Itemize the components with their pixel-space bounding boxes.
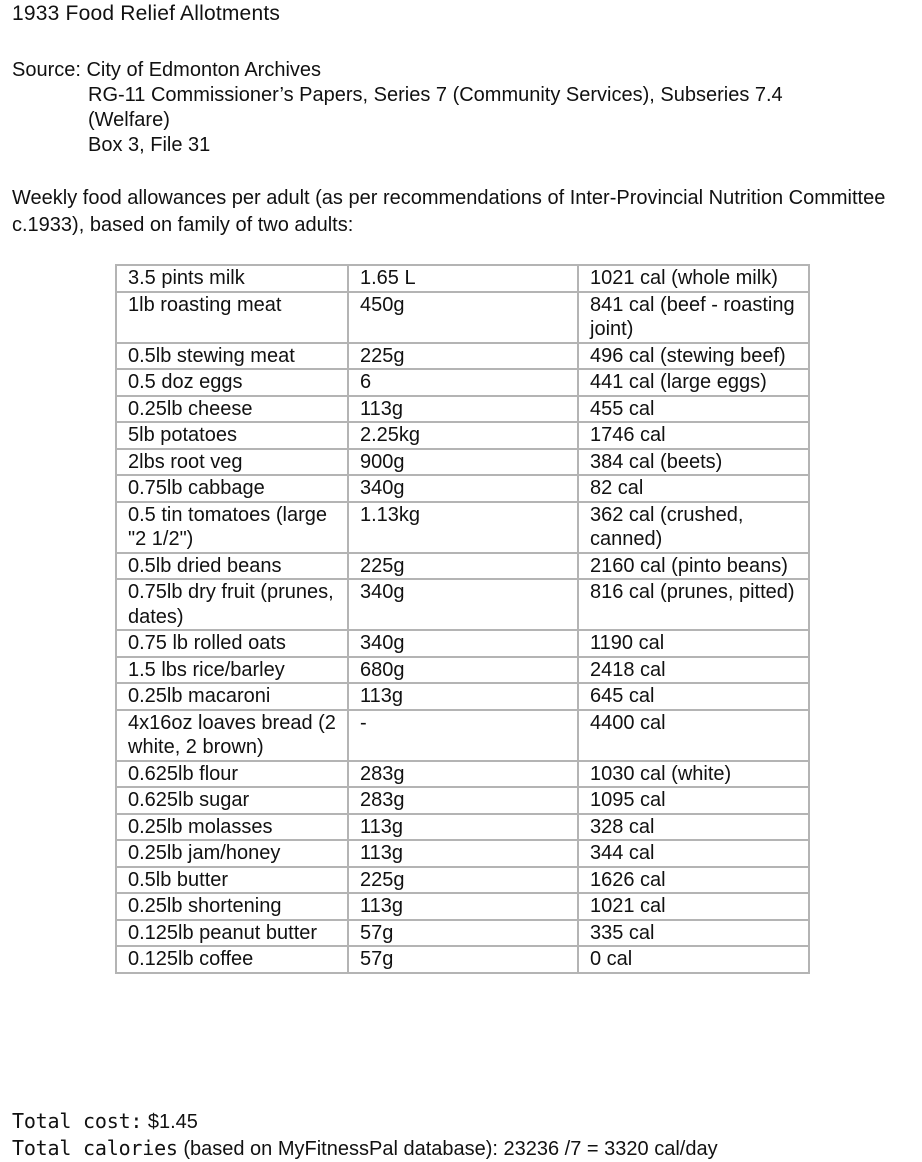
table-cell-metric: 113g bbox=[348, 683, 578, 710]
source-citation bbox=[12, 58, 848, 158]
table-cell-calories: 1095 cal bbox=[578, 787, 809, 814]
table-cell-calories: 496 cal (stewing beef) bbox=[578, 343, 809, 370]
table-row bbox=[116, 761, 809, 788]
intro-paragraph: Weekly food allowances per adult (as per recommendations of Inter-Provincial Nutrition Committee c.1933), based on family of two adults: bbox=[12, 187, 886, 236]
table-row bbox=[116, 396, 809, 423]
table-cell-calories: 1190 cal bbox=[578, 630, 809, 657]
table-cell-metric: 340g bbox=[348, 630, 578, 657]
table-row bbox=[116, 840, 809, 867]
table-cell-item: 3.5 pints milk bbox=[116, 265, 348, 292]
table-cell-item: 0.75lb dry fruit (prunes, dates) bbox=[116, 579, 348, 630]
table-cell-calories: 816 cal (prunes, pitted) bbox=[578, 579, 809, 630]
table-row bbox=[116, 893, 809, 920]
table-row bbox=[116, 867, 809, 894]
total-calories-label: Total calories bbox=[12, 1136, 178, 1160]
table-row bbox=[116, 265, 809, 292]
table-cell-calories: 344 cal bbox=[578, 840, 809, 867]
table-cell-item: 0.5 doz eggs bbox=[116, 369, 348, 396]
table-row bbox=[116, 422, 809, 449]
table-row bbox=[116, 630, 809, 657]
table-cell-item: 0.625lb flour bbox=[116, 761, 348, 788]
table-cell-calories: 441 cal (large eggs) bbox=[578, 369, 809, 396]
total-calories-value: (based on MyFitnessPal database): 23236 /7 = 3320 cal/day bbox=[183, 1138, 718, 1160]
table-row bbox=[116, 449, 809, 476]
table-cell-calories: 335 cal bbox=[578, 920, 809, 947]
total-cost-label: Total cost: bbox=[12, 1109, 143, 1133]
table-row bbox=[116, 920, 809, 947]
table-cell-item: 0.125lb coffee bbox=[116, 946, 348, 973]
table-row bbox=[116, 292, 809, 343]
total-cost-value: $1.45 bbox=[147, 1111, 198, 1133]
table-row bbox=[116, 553, 809, 580]
table-cell-calories: 1030 cal (white) bbox=[578, 761, 809, 788]
table-row bbox=[116, 946, 809, 973]
table-cell-metric: 283g bbox=[348, 787, 578, 814]
table-cell-item: 0.25lb molasses bbox=[116, 814, 348, 841]
table-cell-metric: 113g bbox=[348, 893, 578, 920]
table-cell-item: 4x16oz loaves bread (2 white, 2 brown) bbox=[116, 710, 348, 761]
table-row bbox=[116, 579, 809, 630]
allotment-table-body bbox=[116, 265, 809, 973]
table-cell-metric: 225g bbox=[348, 867, 578, 894]
table-cell-metric: 113g bbox=[348, 840, 578, 867]
table-cell-calories: 1021 cal (whole milk) bbox=[578, 265, 809, 292]
table-cell-calories: 1021 cal bbox=[578, 893, 809, 920]
table-cell-item: 0.25lb cheese bbox=[116, 396, 348, 423]
table-cell-calories: 455 cal bbox=[578, 396, 809, 423]
table-cell-item: 0.625lb sugar bbox=[116, 787, 348, 814]
table-cell-metric: 680g bbox=[348, 657, 578, 684]
table-cell-calories: 645 cal bbox=[578, 683, 809, 710]
table-row bbox=[116, 814, 809, 841]
source-series: RG-11 Commissioner’s Papers, Series 7 (Community Services), Subseries 7.4 (Welfare) bbox=[88, 84, 783, 131]
table-cell-metric: 340g bbox=[348, 475, 578, 502]
table-cell-metric: 283g bbox=[348, 761, 578, 788]
allotment-table bbox=[115, 264, 810, 974]
table-cell-metric: 340g bbox=[348, 579, 578, 630]
table-cell-metric: 225g bbox=[348, 553, 578, 580]
table-row bbox=[116, 369, 809, 396]
table-cell-item: 0.5lb dried beans bbox=[116, 553, 348, 580]
page-title: 1933 Food Relief Allotments bbox=[12, 2, 281, 25]
table-row bbox=[116, 502, 809, 553]
table-cell-metric: 450g bbox=[348, 292, 578, 343]
table-cell-calories: 384 cal (beets) bbox=[578, 449, 809, 476]
table-cell-metric: 113g bbox=[348, 814, 578, 841]
totals bbox=[12, 1108, 718, 1162]
table-cell-item: 1lb roasting meat bbox=[116, 292, 348, 343]
table-cell-item: 1.5 lbs rice/barley bbox=[116, 657, 348, 684]
table-cell-metric: 2.25kg bbox=[348, 422, 578, 449]
table-row bbox=[116, 683, 809, 710]
table-cell-item: 5lb potatoes bbox=[116, 422, 348, 449]
table-cell-metric: 1.65 L bbox=[348, 265, 578, 292]
table-cell-calories: 2418 cal bbox=[578, 657, 809, 684]
table-cell-calories: 82 cal bbox=[578, 475, 809, 502]
table-cell-metric: 57g bbox=[348, 946, 578, 973]
table-cell-metric: 113g bbox=[348, 396, 578, 423]
table-cell-metric: 900g bbox=[348, 449, 578, 476]
table-cell-calories: 4400 cal bbox=[578, 710, 809, 761]
table-cell-metric: 225g bbox=[348, 343, 578, 370]
table-cell-item: 2lbs root veg bbox=[116, 449, 348, 476]
source-archive: Source: City of Edmonton Archives bbox=[12, 59, 322, 81]
source-box-file: Box 3, File 31 bbox=[88, 134, 211, 156]
table-cell-calories: 1626 cal bbox=[578, 867, 809, 894]
table-cell-item: 0.25lb shortening bbox=[116, 893, 348, 920]
table-cell-metric: 57g bbox=[348, 920, 578, 947]
table-cell-calories: 841 cal (beef - roasting joint) bbox=[578, 292, 809, 343]
table-cell-item: 0.25lb macaroni bbox=[116, 683, 348, 710]
table-cell-calories: 362 cal (crushed, canned) bbox=[578, 502, 809, 553]
table-cell-metric: - bbox=[348, 710, 578, 761]
table-row bbox=[116, 343, 809, 370]
table-cell-calories: 0 cal bbox=[578, 946, 809, 973]
table-cell-item: 0.5lb butter bbox=[116, 867, 348, 894]
table-cell-item: 0.75lb cabbage bbox=[116, 475, 348, 502]
table-cell-calories: 1746 cal bbox=[578, 422, 809, 449]
total-cost bbox=[12, 1108, 718, 1135]
table-cell-metric: 6 bbox=[348, 369, 578, 396]
table-cell-item: 0.5lb stewing meat bbox=[116, 343, 348, 370]
table-cell-item: 0.25lb jam/honey bbox=[116, 840, 348, 867]
table-cell-calories: 328 cal bbox=[578, 814, 809, 841]
table-cell-calories: 2160 cal (pinto beans) bbox=[578, 553, 809, 580]
table-cell-metric: 1.13kg bbox=[348, 502, 578, 553]
table-row bbox=[116, 657, 809, 684]
total-calories bbox=[12, 1135, 718, 1162]
table-row bbox=[116, 710, 809, 761]
table-row bbox=[116, 787, 809, 814]
table-cell-item: 0.75 lb rolled oats bbox=[116, 630, 348, 657]
table-row bbox=[116, 475, 809, 502]
table-cell-item: 0.5 tin tomatoes (large "2 1/2") bbox=[116, 502, 348, 553]
table-cell-item: 0.125lb peanut butter bbox=[116, 920, 348, 947]
